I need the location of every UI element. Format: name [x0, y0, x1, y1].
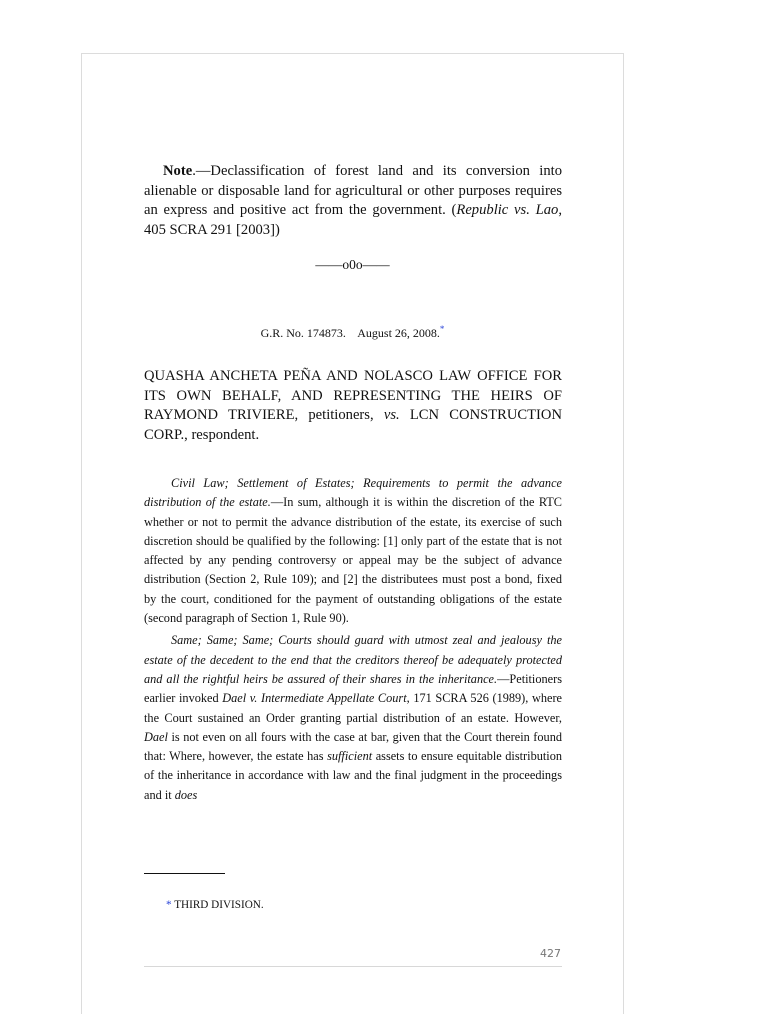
case-parties [144, 367, 562, 445]
section-separator: ——o0o—— [315, 257, 390, 272]
parties-paragraph [144, 367, 562, 445]
cited-case-short: Dael [144, 729, 168, 744]
gr-number: G.R. No. 174873. [260, 326, 346, 340]
syllabus-heading-1: Civil Law; Settlement of Estates; Requirements to permit the advance distribution of the estate. [144, 476, 562, 510]
note-section [144, 162, 562, 240]
syllabus-section [144, 474, 562, 808]
decision-date: August 26, 2008. [357, 326, 440, 340]
syllabus-text-2c: is not even on all fours with the case at bar, given that the Court therein found that: Where, however, the estate has [144, 729, 562, 764]
syllabus-text-1: —In sum, although it is within the discretion of the RTC whether or not to permit the advance distribution of the estate, its exercise of such discretion should be qualified by the following: [1] only part of the estate that is not affected by any pending controversy or appeal may be the subject of advance distribution (Section 2, Rule 109); and [2] the distributees must post a bond, fixed by the court, conditioned for the payment of outstanding obligations of the estate (second paragraph of Section 1, Rule 90). [144, 495, 562, 626]
syllabus-paragraph-1 [144, 474, 562, 628]
syllabus-text-2b: , 171 SCRA 526 (1989), where the Court sustained an Order granting partial distribution of an estate. However, [144, 691, 562, 725]
document-page [81, 53, 624, 1014]
note-label: Note [163, 163, 193, 179]
footnote-text: THIRD DIVISION. [171, 899, 264, 911]
note-citation: , 405 SCRA 291 [2003]) [144, 202, 562, 238]
page-number: 427 [540, 947, 561, 960]
page-bottom-divider [144, 966, 562, 967]
note-case-name: Republic vs. Lao [456, 202, 559, 218]
footnote-marker[interactable]: * [166, 899, 172, 911]
case-header [82, 324, 623, 341]
syllabus-text-2a: —Petitioners earlier invoked [144, 671, 562, 706]
emphasis-does: does [174, 787, 198, 802]
respondent: LCN CONSTRUCTION CORP., respondent. [144, 407, 562, 443]
emphasis-sufficient: sufficient [327, 749, 373, 764]
note-paragraph [144, 162, 562, 240]
note-text: .—Declassification of forest land and its conversion into alienable or disposable land for agricultural or other purposes requires an express and positive act from the government. ( [144, 163, 562, 218]
syllabus-text-2d: assets to ensure equitable distribution of the inheritance in accordance with law and the final judgment in the proceedings and it [144, 749, 562, 802]
cited-case: Dael v. Intermediate Appellate Court [222, 691, 407, 706]
footnote-rule [144, 873, 225, 874]
footnote-marker-link[interactable]: * [439, 324, 445, 334]
versus: vs. [383, 407, 400, 423]
footnote [166, 899, 264, 911]
syllabus-paragraph-2 [144, 631, 562, 805]
petitioners: QUASHA ANCHETA PEÑA AND NOLASCO LAW OFFICE FOR ITS OWN BEHALF, AND REPRESENTING THE HEIRS OF RAYMOND TRIVIERE, petitioners, [144, 368, 562, 423]
syllabus-heading-2: Same; Same; Same; Courts should guard with utmost zeal and jealousy the estate of the decedent to the end that the creditors thereof be adequately protected and all the rightful heirs be assured of their shares in the inheritance. [144, 633, 562, 686]
